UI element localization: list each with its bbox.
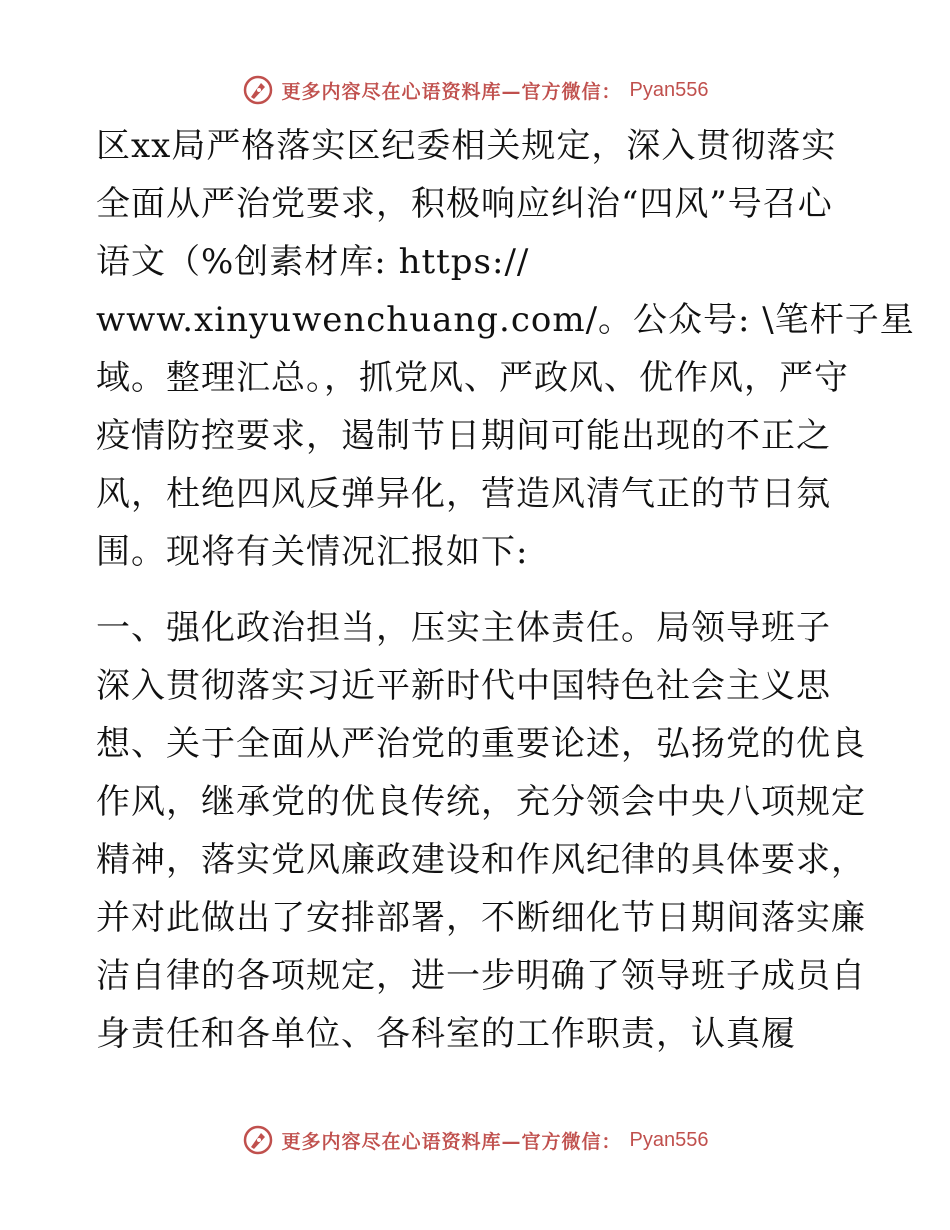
pen-nib-circle-icon xyxy=(242,74,274,106)
text-line: 身责任和各单位、各科室的工作职责，认真履 xyxy=(96,1014,796,1054)
text-line: 作风，继承党的优良传统，充分领会中央八项规定 xyxy=(96,782,866,822)
pen-nib-circle-icon xyxy=(242,1124,274,1156)
text-line: 想、关于全面从严治党的重要论述，弘扬党的优良 xyxy=(96,724,866,764)
text-line: 洁自律的各项规定，进一步明确了领导班子成员自 xyxy=(96,956,866,996)
text-line: 并对此做出了安排部署，不断细化节日期间落实廉 xyxy=(96,898,866,938)
text-line: 域。整理汇总。，抓党风、严政风、优作风，严守 xyxy=(96,358,849,398)
footer-watermark xyxy=(0,1120,950,1160)
watermark-text: 更多内容尽在心语资料库—官方微信： xyxy=(281,80,622,103)
header-watermark xyxy=(0,70,950,110)
text-line: 区xx局严格落实区纪委相关规定，深入贯彻落实 xyxy=(96,126,837,166)
text-line: 深入贯彻落实习近平新时代中国特色社会主义思 xyxy=(96,666,831,706)
text-line: 全面从严治党要求，积极响应纠治“四风”号召心 xyxy=(96,184,833,224)
text-line: 语文（%创素材库: https:// xyxy=(96,242,530,282)
text-line: www.xinyuwenchuang.com/。公众号: \笔杆子星 xyxy=(96,300,915,340)
watermark-handle: Pyan556 xyxy=(629,1128,709,1151)
text-line: 围。现将有关情况汇报如下: xyxy=(96,532,529,572)
text-line: 疫情防控要求，遏制节日期间可能出现的不正之 xyxy=(96,416,831,456)
text-line: 风，杜绝四风反弹异化，营造风清气正的节日氛 xyxy=(96,474,831,514)
watermark-text: 更多内容尽在心语资料库—官方微信： xyxy=(281,1130,622,1153)
text-line: 一、强化政治担当，压实主体责任。局领导班子 xyxy=(96,608,831,648)
watermark-handle: Pyan556 xyxy=(629,78,709,101)
text-line: 精神，落实党风廉政建设和作风纪律的具体要求， xyxy=(96,840,866,880)
